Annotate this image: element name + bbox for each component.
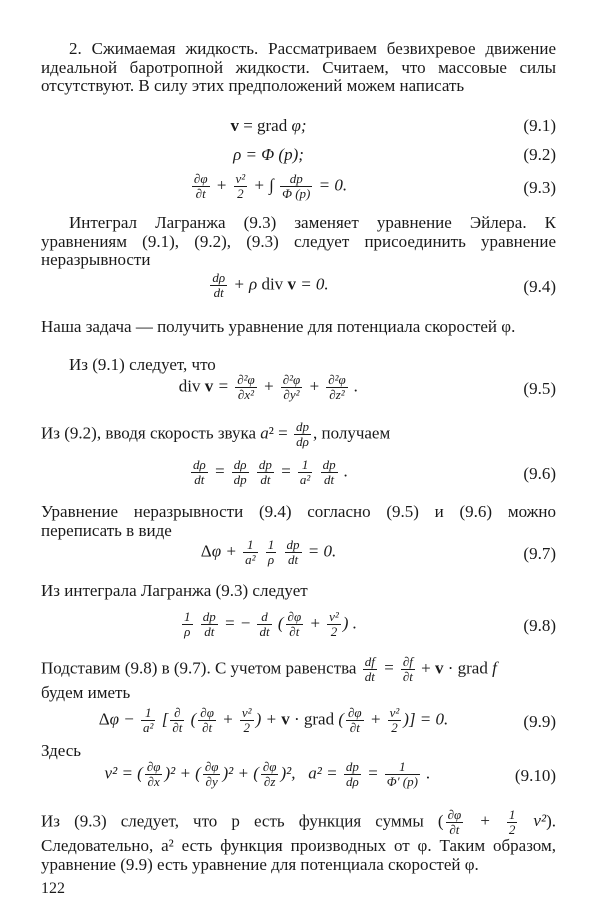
paragraph-from-9-1: Из (9.1) следует, что <box>69 355 216 374</box>
equation-number: (9.2) <box>523 145 556 164</box>
equation-9-3: $\frac{\partial\varphi}{\partial t}$ + $\frac{\text{v²}}{2}$ + ∫ $\frac{dp}{\Phi (p)}$ = 0. (9.3) <box>193 171 556 201</box>
paragraph-from-9-2: Из (9.2), вводя скорость звука a² = $\frac{dp}{d\rho}$ , получаем <box>41 419 391 449</box>
equation-9-1: v = grad φ; (9.1) <box>230 116 556 135</box>
equation-number: (9.3) <box>523 178 556 197</box>
equation-number: (9.9) <box>523 712 556 731</box>
paragraph-final: Из (9.3) следует, что p есть функция суммы ( $\frac{\partial\varphi}{\partial t}$ + $\frac{1}{2}$ v²). Следовательно, a² есть функция производных от φ. Таким образом, уравнение (9.9) есть уравнение для потенциала скоростей φ. <box>41 807 556 874</box>
equation-9-10: v² = ( $\frac{\partial\varphi}{\partial x}$ )² + ( $\frac{\partial\varphi}{\partial y}$ )² + ( $\frac{\partial\varphi}{\partial z}$ )², a² = $\frac{dp}{d\rho}$ = $\frac{1}{\Phi' (p)}$ . (9.10) <box>104 759 556 789</box>
paragraph-task: Наша задача — получить уравнение для потенциала скоростей φ. <box>41 317 516 336</box>
equation-number: (9.10) <box>514 766 556 785</box>
paragraph-lagrange: Интеграл Лагранжа (9.3) заменяет уравнение Эйлера. К уравнениям (9.1), (9.2), (9.3) следует присоединить уравнение неразрывности <box>41 213 556 269</box>
equation-9-2: ρ = Φ (p); (9.2) <box>233 145 556 164</box>
equation-9-6: $\frac{d\rho}{dt}$ = $\frac{d\rho}{dp}$ $\frac{dp}{dt}$ = $\frac{1}{\text{a²}}$ $\frac{dp}{dt}$ . (9.6) <box>192 457 556 487</box>
equation-number: (9.4) <box>523 277 556 296</box>
paragraph-substitute: Подставим (9.8) в (9.7). С учетом равенства $\frac{df}{dt}$ = $\frac{\partial f}{\partial t}$ + v · grad f будем иметь <box>41 654 497 702</box>
equation-9-5: div v = $\frac{\text{∂²φ}}{\text{∂x²}}$ + $\frac{\text{∂²φ}}{\text{∂y²}}$ + $\frac{\text{∂²φ}}{\text{∂z²}}$ . (9.5) <box>178 372 556 402</box>
equation-number: (9.6) <box>523 464 556 483</box>
equation-number: (9.8) <box>523 616 556 635</box>
equation-number: (9.7) <box>523 544 556 563</box>
equation-number: (9.5) <box>523 379 556 398</box>
equation-9-8: $\frac{1}{\rho}$ $\frac{dp}{dt}$ = − $\frac{d}{dt}$ ( $\frac{\partial\varphi}{\partial t}$ + $\frac{\text{v²}}{2}$ ) . (9.8) <box>184 609 556 639</box>
equation-9-9: Δφ − $\frac{1}{\text{a²}}$ [ $\frac{\partial}{\partial t}$ ( $\frac{\partial\varphi}{\partial t}$ + $\frac{\text{v²}}{2}$ ) + v · grad ( $\frac{\partial\varphi}{\partial t}$ + $\frac{\text{v²}}{2}$ )] = 0. (9.9) <box>98 705 556 735</box>
equation-number: (9.1) <box>523 116 556 135</box>
equation-9-7: Δφ + $\frac{1}{\text{a²}}$ $\frac{1}{\rho}$ $\frac{dp}{dt}$ = 0. (9.7) <box>200 537 556 567</box>
equation-9-4: $\frac{d\rho}{dt}$ + ρ div v = 0. (9.4) <box>212 270 556 300</box>
paragraph-intro: 2. Сжимаемая жидкость. Рассматриваем безвихревое движение идеальной баротропной жидкости. Считаем, что массовые силы отсутствуют. В силу этих предположений можем написать <box>41 39 556 95</box>
paragraph-continuity: Уравнение неразрывности (9.4) согласно (9.5) и (9.6) можно переписать в виде <box>41 502 556 540</box>
paragraph-here: Здесь <box>41 741 82 760</box>
page-number: 122 <box>41 880 65 897</box>
paragraph-from-integral: Из интеграла Лагранжа (9.3) следует <box>41 581 308 600</box>
